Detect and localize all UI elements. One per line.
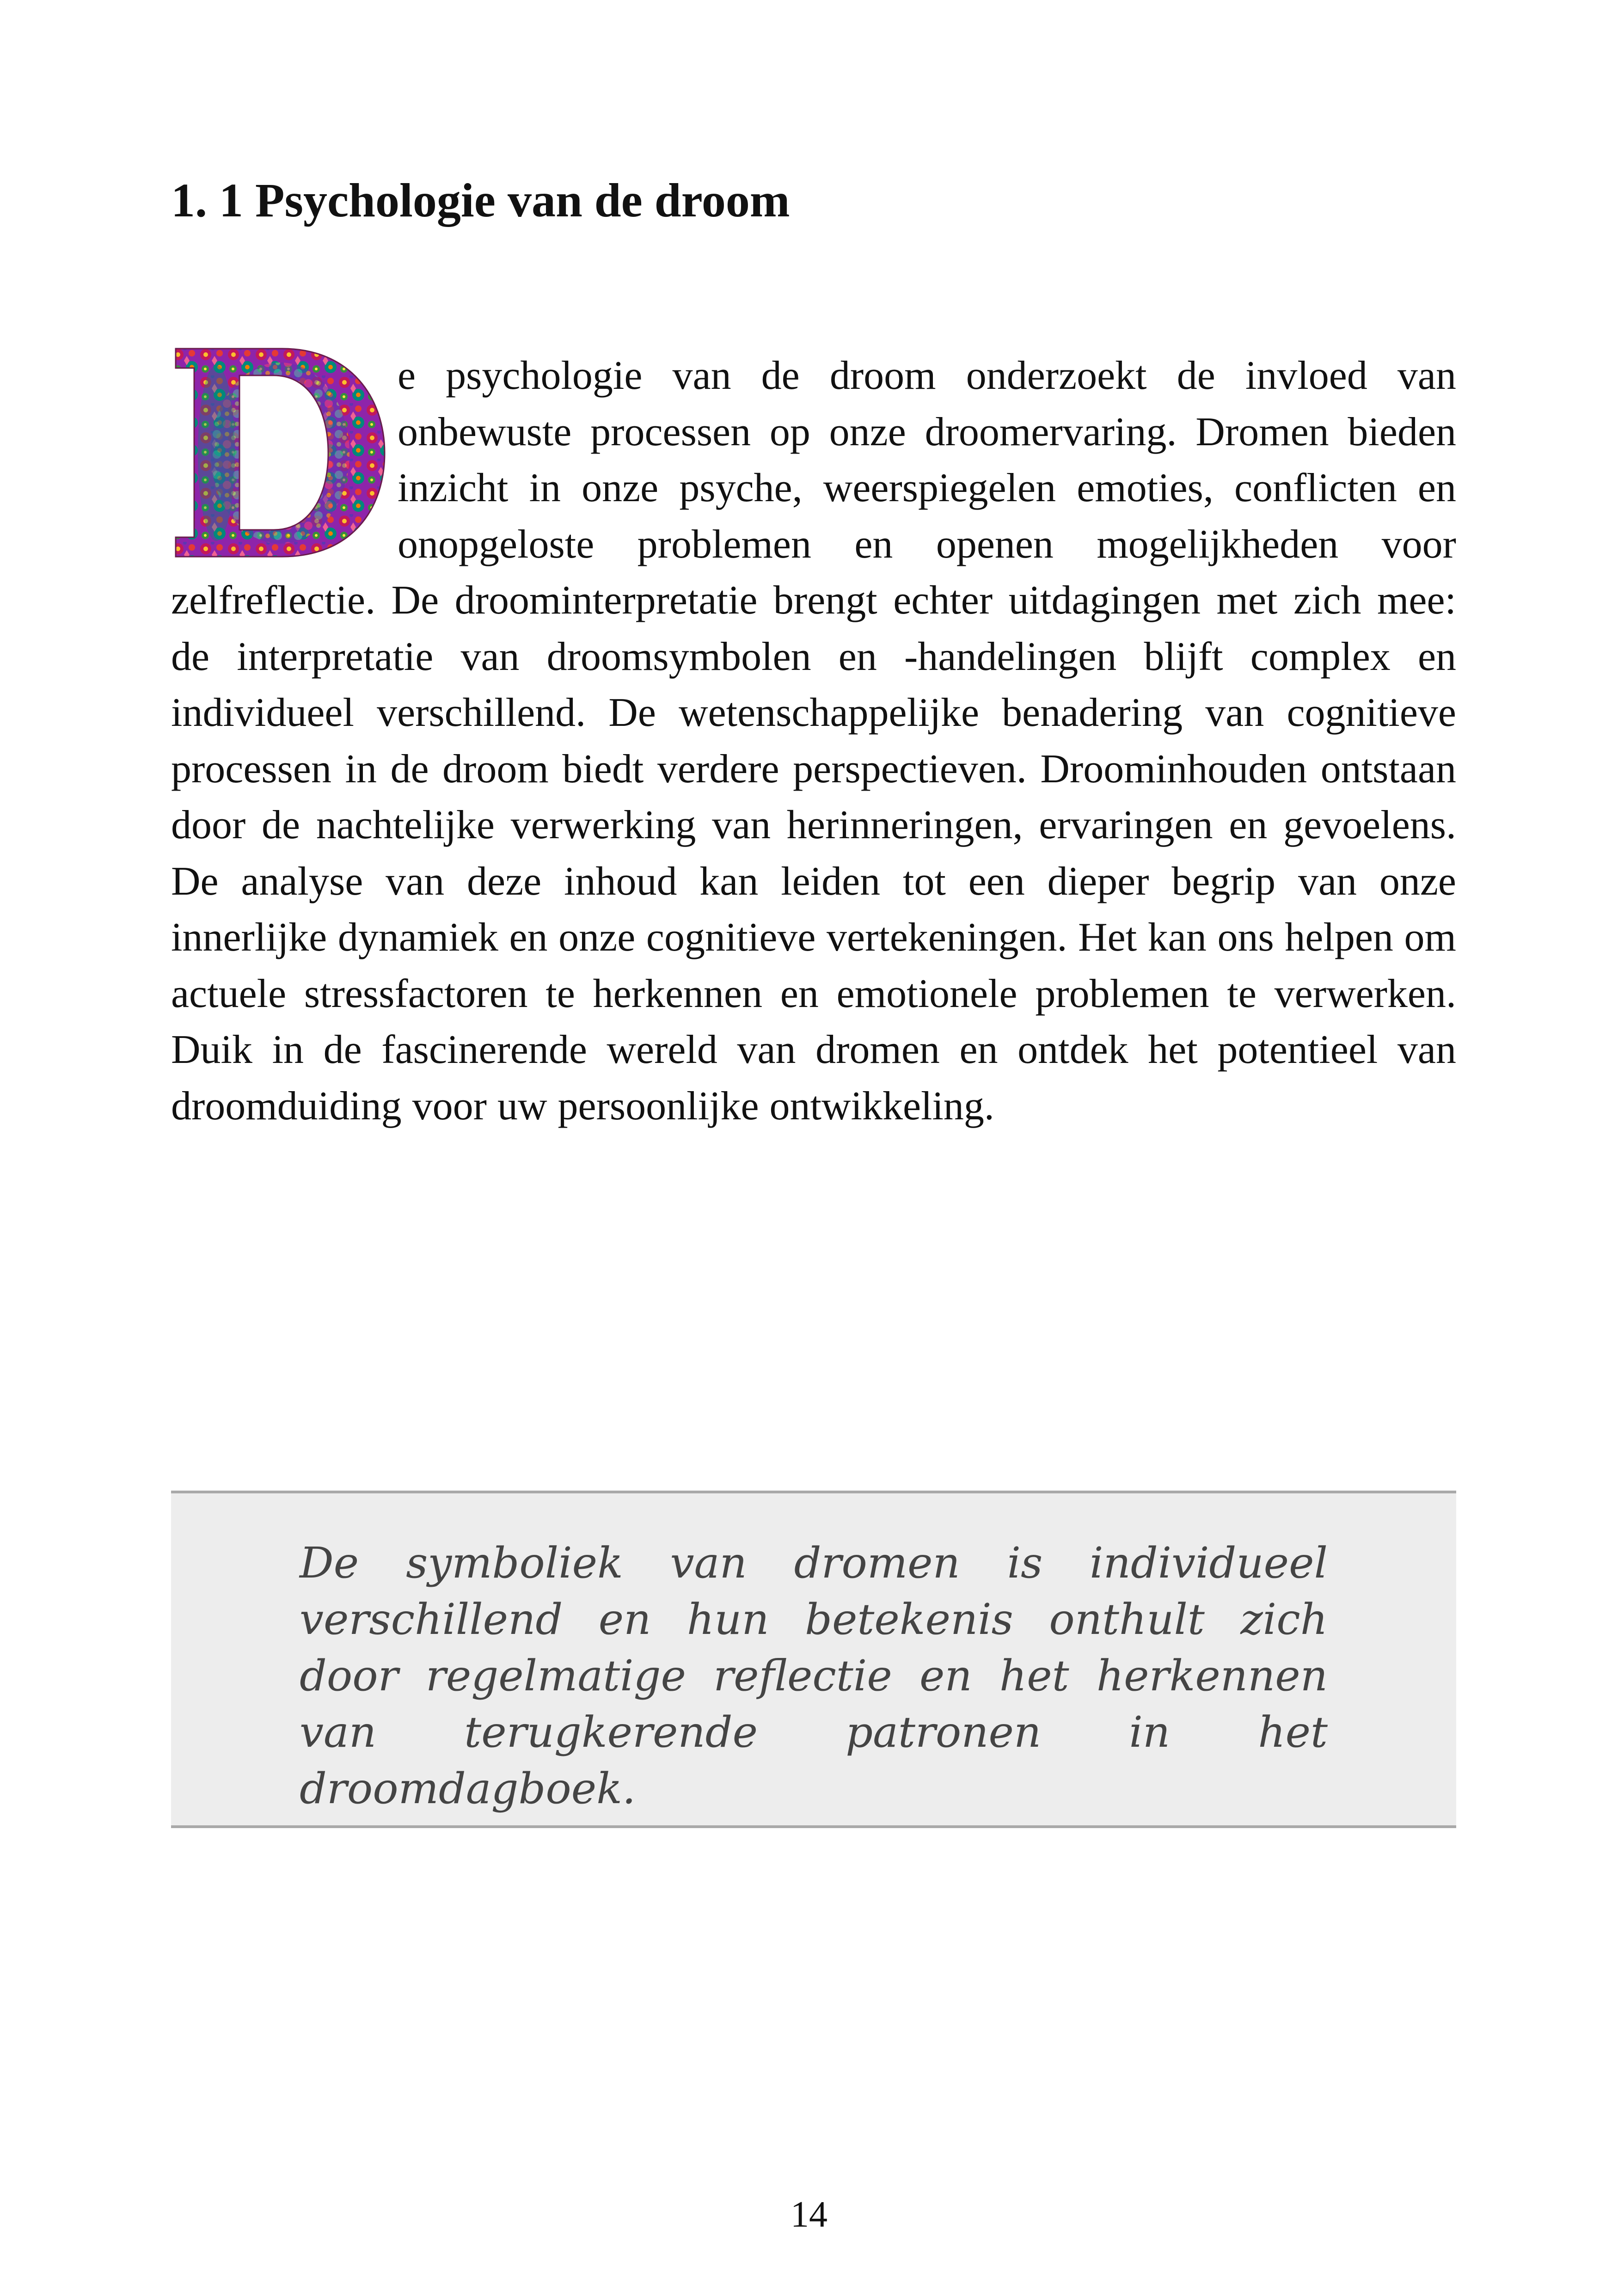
quote-callout (171, 1491, 1456, 1828)
body-paragraph-text: e psychologie van de droom onderzoekt de invloed van onbewuste processen op onze droomervaring. Dromen bieden inzicht in onze psyche, weerspiegelen emoties, conflicten en onopgeloste problemen en openen mogelijkheden voor zelfreflectie. De droominterpretatie brengt echter uitdagingen met zich mee: de interpretatie van droomsymbolen en -handelingen blijft complex en individueel verschillend. De wetenschappelijke benadering van cognitieve processen in de droom biedt verdere perspectieven. Droominhouden ontstaan door de nachtelijke verwerking van herinneringen, ervaringen en gevoelens. De analyse van deze inhoud kan leiden tot een dieper begrip van onze innerlijke dynamiek en onze cognitieve vertekeningen. Het kan ons helpen om actuele stressfactoren te herkennen en emotionele problemen te verwerken. Duik in de fascinerende wereld van dromen en ontdek het potentieel van droomduiding voor uw persoonlijke ontwikkeling. (171, 353, 1456, 1129)
body-paragraph (171, 348, 1456, 1134)
ornamental-dropcap-d (171, 348, 388, 557)
page-number: 14 (791, 2194, 827, 2235)
section-heading: 1. 1 Psychologie van de droom (171, 174, 790, 227)
quote-text: De symboliek van dromen is individueel verschillend en hun betekenis onthult zich door regelmatige reflectie en het herkennen van terugkerende patronen in het droomdagboek. (300, 1538, 1328, 1813)
